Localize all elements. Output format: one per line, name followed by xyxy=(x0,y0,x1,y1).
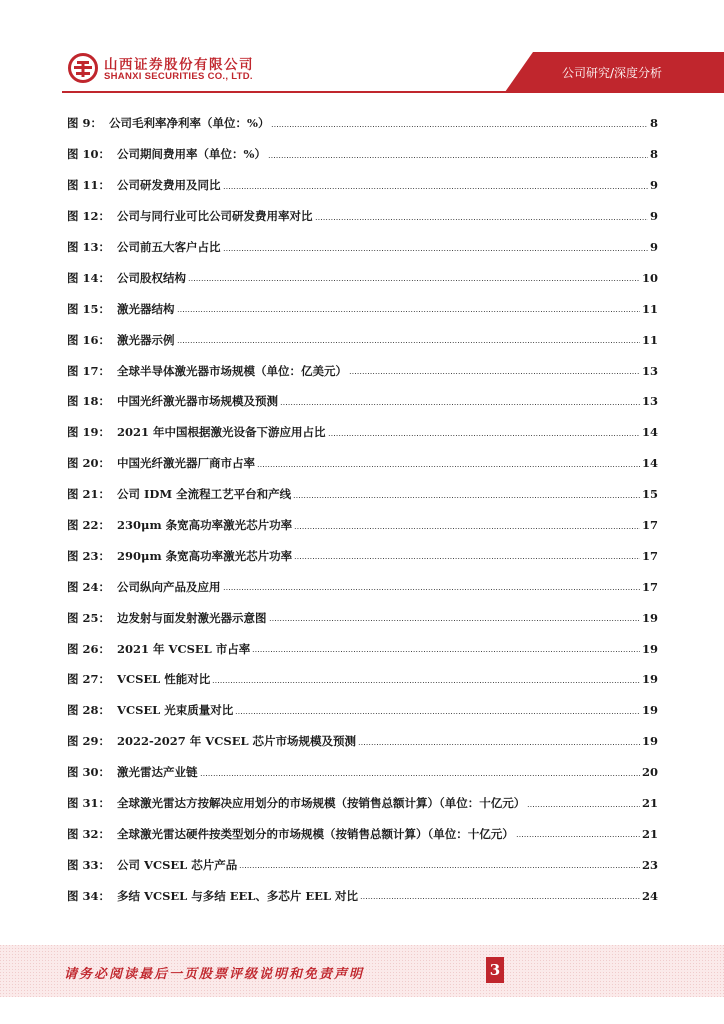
toc-entry[interactable] xyxy=(67,602,658,633)
figure-number: 图 29： xyxy=(67,734,111,749)
page-reference: 19 xyxy=(641,610,658,625)
page-reference: 10 xyxy=(641,270,658,285)
figure-number: 图 21： xyxy=(67,487,111,502)
toc-entry[interactable] xyxy=(67,139,658,170)
report-type-label: 公司研究/深度分析 xyxy=(561,66,662,80)
figure-title: 公司 VCSEL 芯片产品 xyxy=(117,857,238,872)
dot-leader xyxy=(239,867,640,868)
figure-number: 图 14： xyxy=(67,270,111,285)
toc-entry[interactable] xyxy=(67,510,658,541)
dot-leader xyxy=(188,280,640,281)
page-reference: 17 xyxy=(641,518,658,533)
figure-number: 图 16： xyxy=(67,332,111,347)
dot-leader xyxy=(360,898,640,899)
dot-leader xyxy=(271,126,648,127)
toc-entry[interactable] xyxy=(67,633,658,664)
figure-title: 2021 年中国根据激光设备下游应用占比 xyxy=(117,425,326,440)
figure-title: 公司期间费用率（单位：%） xyxy=(117,147,266,162)
page-reference: 24 xyxy=(641,888,658,903)
dot-leader xyxy=(177,311,640,312)
page-reference: 20 xyxy=(641,765,658,780)
figure-index-list xyxy=(67,108,658,911)
page-footer xyxy=(0,945,724,997)
figure-title: 公司 IDM 全流程工艺平台和产线 xyxy=(117,487,292,502)
figure-title: 公司纵向产品及应用 xyxy=(117,579,221,594)
page-reference: 21 xyxy=(641,826,658,841)
page-reference: 23 xyxy=(641,857,658,872)
page-reference: 17 xyxy=(641,579,658,594)
toc-entry[interactable] xyxy=(67,232,658,263)
toc-entry[interactable] xyxy=(67,262,658,293)
toc-entry[interactable] xyxy=(67,448,658,479)
figure-number: 图 27： xyxy=(67,672,111,687)
toc-entry[interactable] xyxy=(67,355,658,386)
figure-title: 公司毛利率净利率（单位：%） xyxy=(109,116,270,131)
toc-entry[interactable] xyxy=(67,540,658,571)
page-reference: 14 xyxy=(641,425,658,440)
figure-number: 图 31： xyxy=(67,796,111,811)
figure-title: 290μm 条宽高功率激光芯片功率 xyxy=(117,548,293,563)
page-header xyxy=(0,0,724,100)
page-reference: 11 xyxy=(641,301,658,316)
figure-number: 图 12： xyxy=(67,209,111,224)
disclaimer-notice: 请务必阅读最后一页股票评级说明和免责声明 xyxy=(64,967,365,982)
figure-title: 全球激光雷达硬件按类型划分的市场规模（按销售总额计算）（单位：十亿元） xyxy=(117,826,514,841)
dot-leader xyxy=(280,404,640,405)
figure-number: 图 17： xyxy=(67,363,111,378)
figure-number: 图 28： xyxy=(67,703,111,718)
page-reference: 21 xyxy=(641,796,658,811)
figure-title: 全球半导体激光器市场规模（单位：亿美元） xyxy=(117,363,348,378)
dot-leader xyxy=(223,250,648,251)
page-reference: 13 xyxy=(641,363,658,378)
toc-entry[interactable] xyxy=(67,571,658,602)
figure-title: 230μm 条宽高功率激光芯片功率 xyxy=(117,518,293,533)
figure-number: 图 30： xyxy=(67,765,111,780)
page-number: 3 xyxy=(486,957,504,983)
page-reference: 19 xyxy=(641,734,658,749)
company-name-en: SHANXI SECURITIES CO., LTD. xyxy=(104,71,253,82)
figure-number: 图 10： xyxy=(67,147,111,162)
dot-leader xyxy=(268,157,648,158)
dot-leader xyxy=(516,836,640,837)
page-reference: 9 xyxy=(649,209,658,224)
toc-entry[interactable] xyxy=(67,695,658,726)
figure-title: 边发射与面发射激光器示意图 xyxy=(117,610,267,625)
dot-leader xyxy=(269,620,640,621)
dot-leader xyxy=(294,528,640,529)
toc-entry[interactable] xyxy=(67,664,658,695)
figure-number: 图 33： xyxy=(67,857,111,872)
dot-leader xyxy=(223,589,640,590)
header-divider xyxy=(62,91,724,93)
dot-leader xyxy=(223,188,648,189)
page-reference: 9 xyxy=(649,240,658,254)
toc-entry[interactable] xyxy=(67,479,658,510)
figure-title: 2022-2027 年 VCSEL 芯片市场规模及预测 xyxy=(117,734,357,749)
dot-leader xyxy=(315,219,648,220)
page-reference: 13 xyxy=(641,394,658,409)
toc-entry[interactable] xyxy=(67,201,658,232)
figure-title: 全球激光雷达方按解决应用划分的市场规模（按销售总额计算）（单位：十亿元） xyxy=(117,796,526,811)
toc-entry[interactable] xyxy=(67,818,658,849)
figure-title: 激光雷达产业链 xyxy=(117,765,198,780)
shanxi-securities-logo-icon xyxy=(68,53,98,83)
figure-number: 图 32： xyxy=(67,826,111,841)
figure-title: 激光器结构 xyxy=(117,301,175,316)
dot-leader xyxy=(294,558,640,559)
page-reference: 14 xyxy=(641,456,658,471)
page-reference: 11 xyxy=(641,332,658,347)
figure-number: 图 22： xyxy=(67,518,111,533)
figure-number: 图 26： xyxy=(67,641,111,656)
toc-entry[interactable] xyxy=(67,386,658,417)
figure-title: 2021 年 VCSEL 市占率 xyxy=(117,641,251,656)
figure-title: 中国光纤激光器市场规模及预测 xyxy=(117,394,279,409)
dot-leader xyxy=(257,466,640,467)
figure-number: 图 25： xyxy=(67,610,111,625)
figure-number: 图 18： xyxy=(67,394,111,409)
toc-entry[interactable] xyxy=(67,108,658,139)
figure-number: 图 13： xyxy=(67,240,111,254)
toc-entry[interactable] xyxy=(67,293,658,324)
figure-number: 图 11： xyxy=(67,178,111,193)
figure-number: 图 19： xyxy=(67,425,111,440)
figure-title: 多结 VCSEL 与多结 EEL、多芯片 EEL 对比 xyxy=(117,888,358,903)
dot-leader xyxy=(212,682,640,683)
dot-leader xyxy=(177,342,640,343)
dot-leader xyxy=(293,497,640,498)
figure-number: 图 24： xyxy=(67,579,111,594)
page-reference: 9 xyxy=(649,178,658,193)
dot-leader xyxy=(252,651,640,652)
toc-entry[interactable] xyxy=(67,324,658,355)
page-reference: 8 xyxy=(649,116,658,131)
dot-leader xyxy=(328,435,640,436)
toc-entry[interactable] xyxy=(67,170,658,201)
figure-title: 公司股权结构 xyxy=(117,270,187,285)
figure-number: 图 20： xyxy=(67,456,111,471)
page-reference: 8 xyxy=(649,147,658,162)
dot-leader xyxy=(358,744,640,745)
figure-title: 中国光纤激光器厂商市占率 xyxy=(117,456,256,471)
figure-title: VCSEL 光束质量对比 xyxy=(117,703,234,718)
toc-entry[interactable] xyxy=(67,880,658,911)
page-reference: 19 xyxy=(641,703,658,718)
toc-entry[interactable] xyxy=(67,417,658,448)
figure-number: 图 15： xyxy=(67,301,111,316)
toc-entry[interactable] xyxy=(67,726,658,757)
dot-leader xyxy=(349,373,640,374)
dot-leader xyxy=(235,713,640,714)
dot-leader xyxy=(527,806,640,807)
page-reference: 17 xyxy=(641,548,658,563)
page-reference: 19 xyxy=(641,641,658,656)
toc-entry[interactable] xyxy=(67,757,658,788)
figure-number: 图 9： xyxy=(67,116,103,131)
toc-entry[interactable] xyxy=(67,788,658,819)
figure-number: 图 34： xyxy=(67,888,111,903)
figure-title: 公司与同行业可比公司研发费用率对比 xyxy=(117,209,313,224)
figure-title: 公司研发费用及同比 xyxy=(117,178,221,193)
toc-entry[interactable] xyxy=(67,849,658,880)
page-reference: 15 xyxy=(641,487,658,502)
figure-number: 图 23： xyxy=(67,548,111,563)
figure-title: VCSEL 性能对比 xyxy=(117,672,211,687)
figure-title: 激光器示例 xyxy=(117,332,175,347)
figure-title: 公司前五大客户占比 xyxy=(117,240,221,254)
page-reference: 19 xyxy=(641,672,658,687)
dot-leader xyxy=(200,775,640,776)
company-name-cn: 山西证券股份有限公司 xyxy=(104,57,254,73)
